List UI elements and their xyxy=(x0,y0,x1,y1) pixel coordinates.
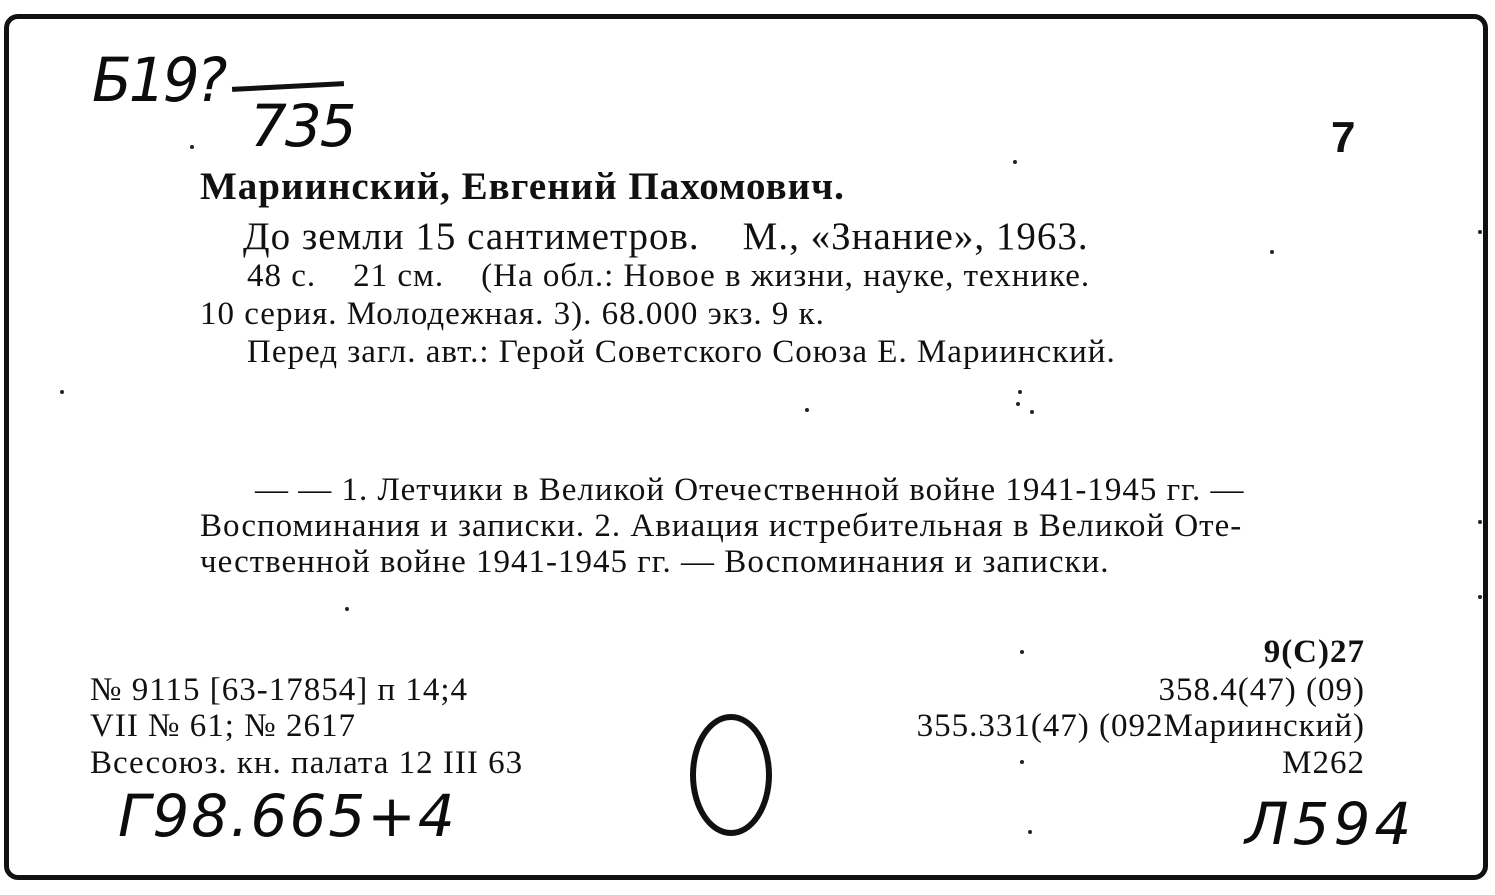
classification-code: 9(С)27 xyxy=(1263,634,1365,670)
handwritten-inventory-number: Г98.665+4 xyxy=(118,782,457,850)
punch-hole xyxy=(690,714,772,836)
subject-line: чественной войне 1941-1945 гг. — Воспоминания и записки. xyxy=(200,544,1110,580)
classification-code: 358.4(47) (09) xyxy=(1158,672,1365,708)
call-number-top: Б19? xyxy=(92,44,225,116)
card-number: 7 xyxy=(1331,113,1356,162)
author-mark: М262 xyxy=(1282,745,1365,781)
title-line: До земли 15 сантиметров. М., «Знание», 1963. xyxy=(243,215,1089,258)
description-line: 48 с. 21 см. (На обл.: Новое в жизни, науке, технике. xyxy=(247,258,1091,294)
registration-series: VII № 61; № 2617 xyxy=(90,708,356,744)
description-line: Перед загл. авт.: Герой Советского Союза Е. Мариинский. xyxy=(247,334,1116,370)
description-line: 10 серия. Молодежная. 3). 68.000 экз. 9 к. xyxy=(200,296,825,332)
registration-number: № 9115 [63-17854] п 14;4 xyxy=(90,672,469,708)
handwritten-mark: Л594 xyxy=(1245,790,1416,858)
chamber-note: Всесоюз. кн. палата 12 III 63 xyxy=(90,745,524,781)
author-heading: Мариинский, Евгений Пахомович. xyxy=(200,165,845,208)
subject-line: Воспоминания и записки. 2. Авиация истребительная в Великой Оте- xyxy=(200,508,1243,544)
subject-line: — — 1. Летчики в Великой Отечественной войне 1941-1945 гг. — xyxy=(255,472,1245,508)
classification-code: 355.331(47) (092Мариинский) xyxy=(916,708,1365,744)
call-number-bottom: 735 xyxy=(250,92,355,160)
